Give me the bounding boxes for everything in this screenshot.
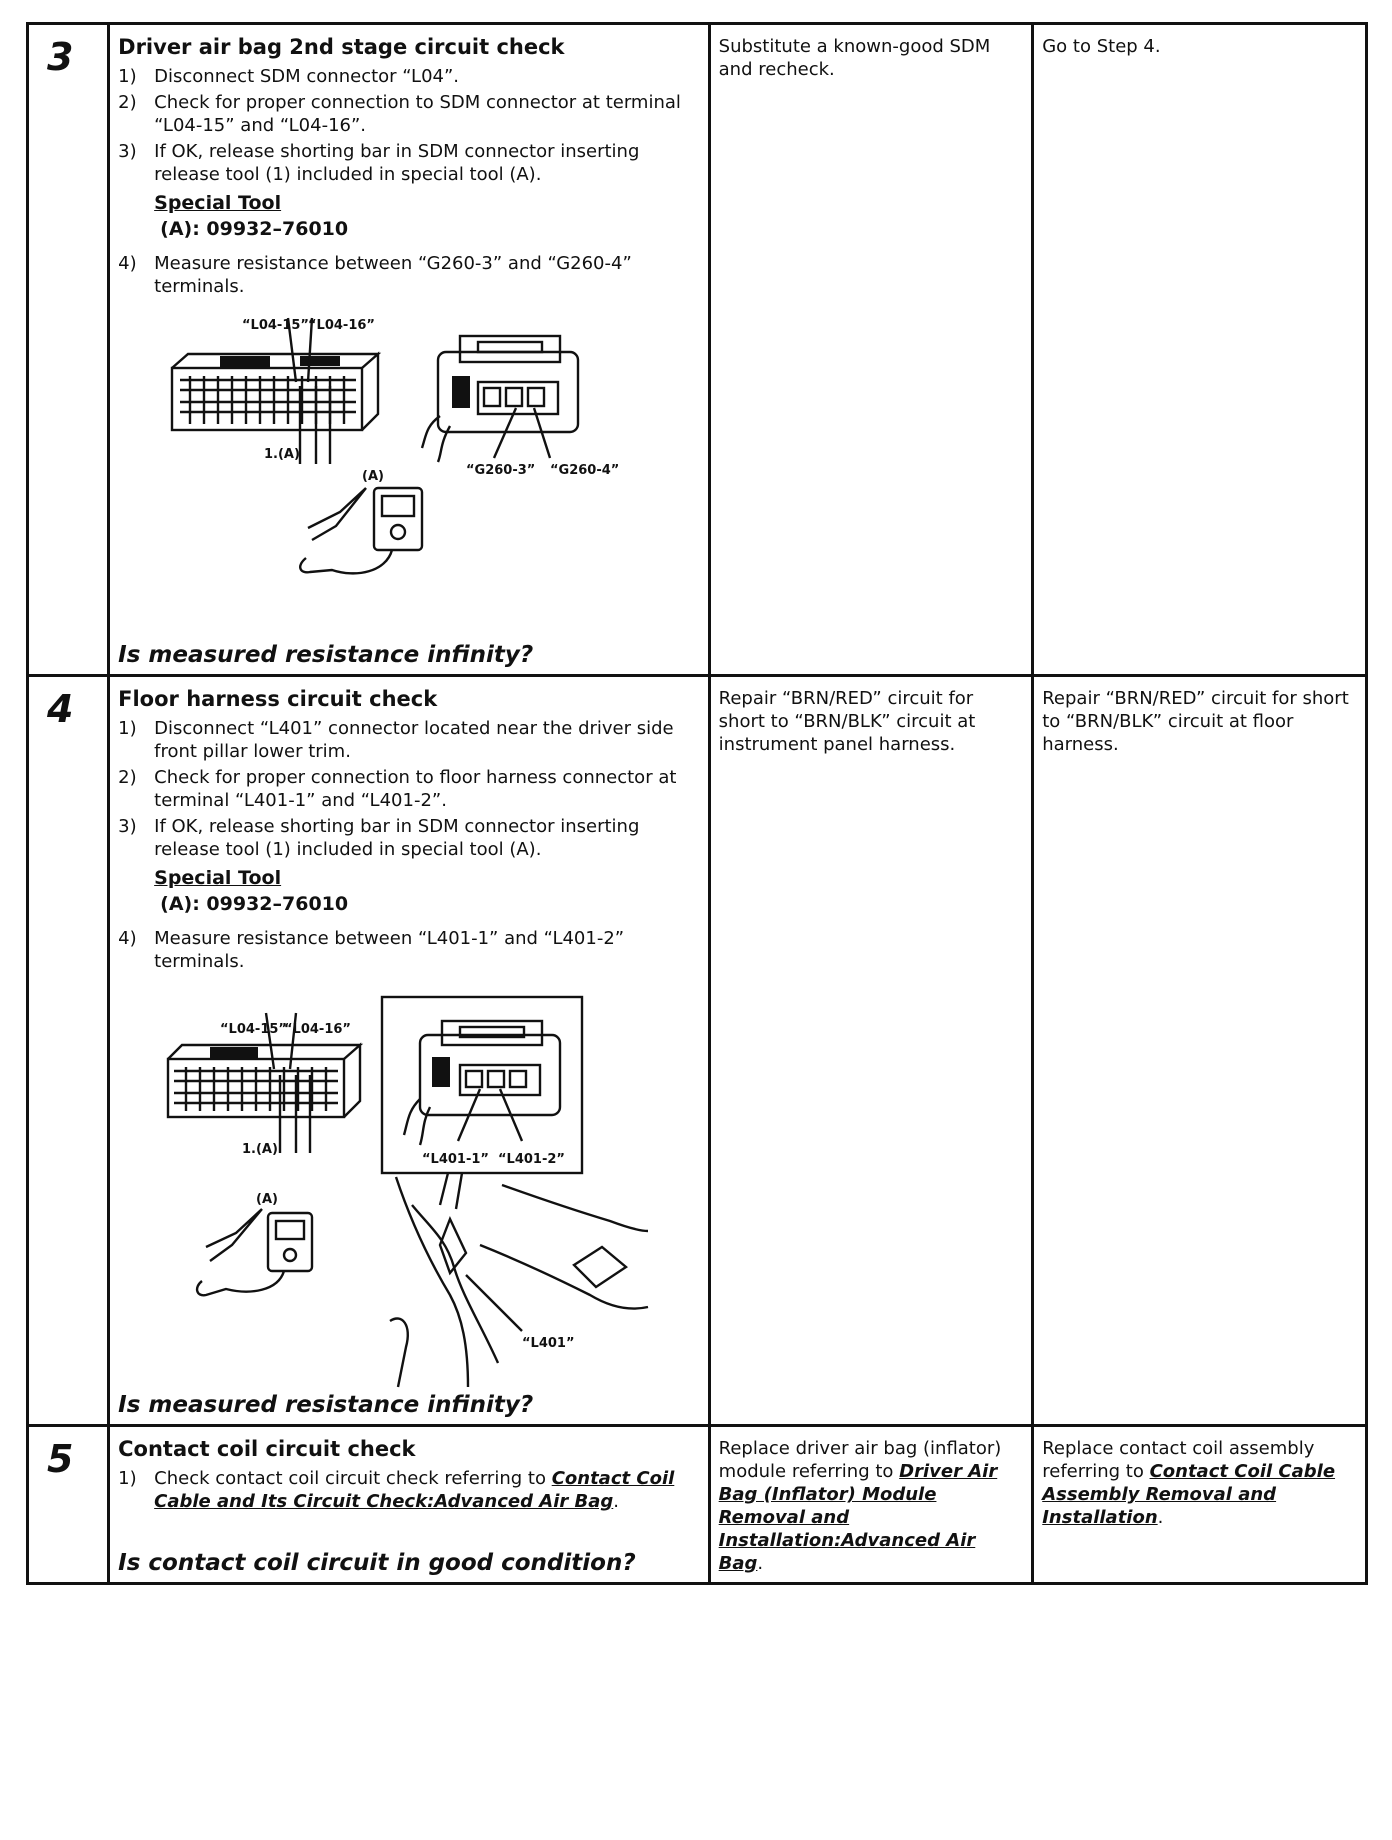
list-item <box>118 766 708 812</box>
connector-measurement-diagram <box>160 316 630 586</box>
list-item <box>118 1467 708 1513</box>
item-text: Disconnect “L401” connector located near the driver side front pillar lower trim. <box>154 718 674 762</box>
step-number: 4 <box>47 687 74 731</box>
yes-result-cell <box>709 676 1033 1426</box>
step-content-cell <box>109 1426 710 1584</box>
item-text <box>154 1467 708 1513</box>
table-row-step-3 <box>28 24 1367 676</box>
yes-result-text: Replace driver air bag (inflator) module referring to <box>718 1438 1002 1482</box>
yes-result: Substitute a known-good SDM and recheck. <box>718 36 991 80</box>
contact-coil-check-link[interactable]: Contact Coil Cable and Its Circuit Check:Advanced Air Bag <box>154 1468 675 1512</box>
figure-label: (A) <box>256 1192 279 1207</box>
step-number: 5 <box>47 1437 74 1481</box>
step-number-cell <box>28 24 109 676</box>
item-text-lead: Check contact coil circuit check referring to <box>154 1468 552 1489</box>
list-item <box>118 140 708 186</box>
driver-air-bag-removal-link[interactable]: Driver Air Bag (Inflator) Module Removal and Installation:Advanced Air Bag <box>718 1461 998 1574</box>
figure-label: “L401” <box>522 1336 575 1351</box>
step-content-cell <box>109 24 710 676</box>
item-number: 1) <box>118 1468 137 1489</box>
troubleshooting-table <box>26 22 1368 1585</box>
sdm-connector-illustration <box>172 318 378 464</box>
item-number: 2) <box>118 767 137 788</box>
multimeter-illustration <box>197 1209 312 1295</box>
list-item <box>118 91 708 137</box>
l401-connector-inset <box>382 997 582 1173</box>
figure-label: “L04-16” <box>308 318 376 333</box>
contact-coil-removal-link[interactable]: Contact Coil Cable Assembly Removal and Installation <box>1042 1461 1336 1528</box>
item-text-suffix: . <box>613 1491 619 1512</box>
step-question: Is measured resistance infinity? <box>118 642 534 668</box>
item-number: 1) <box>118 718 137 739</box>
step-title: Floor harness circuit check <box>118 687 438 711</box>
special-tool-heading: Special Tool <box>154 192 282 214</box>
figure-label: 1.(A) <box>242 1142 279 1157</box>
yes-result-cell <box>709 24 1033 676</box>
no-result: Go to Step 4. <box>1042 36 1161 57</box>
figure-label: “L04-15” <box>220 1022 288 1037</box>
yes-result <box>711 1427 1032 1575</box>
no-result-cell <box>1033 24 1367 676</box>
item-number: 4) <box>118 253 137 274</box>
yes-result-suffix: . <box>757 1553 764 1574</box>
instruction-list <box>118 65 708 186</box>
item-number: 4) <box>118 928 137 949</box>
table-row-step-5 <box>28 1426 1367 1584</box>
item-text: If OK, release shorting bar in SDM connector inserting release tool (1) included in special tool (A). <box>154 816 640 860</box>
figure-label: “L04-16” <box>284 1022 352 1037</box>
yes-result: Repair “BRN/RED” circuit for short to “BRN/BLK” circuit at instrument panel harness. <box>718 688 976 755</box>
item-text: Measure resistance between “G260-3” and “G260-4” terminals. <box>154 253 632 297</box>
no-result-cell <box>1033 1426 1367 1584</box>
list-item <box>118 252 708 298</box>
figure-label: “G260-3” <box>466 463 536 478</box>
item-text: Check for proper connection to floor harness connector at terminal “L401-1” and “L401-2”. <box>154 767 677 811</box>
item-number: 3) <box>118 141 137 162</box>
no-result-cell <box>1033 676 1367 1426</box>
step-number-cell <box>28 1426 109 1584</box>
step-number-cell <box>28 676 109 1426</box>
no-result-text: Replace contact coil assembly referring to <box>1042 1438 1315 1482</box>
item-text: If OK, release shorting bar in SDM connector inserting release tool (1) included in special tool (A). <box>154 141 640 185</box>
instruction-list <box>118 927 708 973</box>
step-number: 3 <box>47 35 74 79</box>
instruction-list <box>118 252 708 298</box>
figure-label: “L401-1” <box>422 1152 490 1167</box>
special-tool-heading: Special Tool <box>154 867 282 889</box>
instruction-list <box>118 1467 708 1513</box>
item-number: 2) <box>118 92 137 113</box>
special-tool-value: (A): 09932–76010 <box>160 893 349 915</box>
multimeter-illustration <box>300 488 422 573</box>
list-item <box>118 65 708 88</box>
list-item <box>118 717 708 763</box>
g260-connector-illustration <box>422 336 578 462</box>
yes-result-cell <box>709 1426 1033 1584</box>
step-title: Driver air bag 2nd stage circuit check <box>118 35 565 59</box>
step-content-cell <box>109 676 710 1426</box>
no-result-suffix: . <box>1157 1507 1164 1528</box>
table-row-step-4 <box>28 676 1367 1426</box>
item-text: Check for proper connection to SDM connector at terminal “L04-15” and “L04-16”. <box>154 92 681 136</box>
step-title: Contact coil circuit check <box>118 1437 416 1461</box>
no-result <box>1034 1427 1365 1529</box>
figure-label: 1.(A) <box>264 447 301 462</box>
list-item <box>118 927 708 973</box>
no-result: Repair “BRN/RED” circuit for short to “BRN/BLK” circuit at floor harness. <box>1042 688 1349 755</box>
item-number: 1) <box>118 66 137 87</box>
connector-measurement-diagram <box>150 995 650 1395</box>
item-number: 3) <box>118 816 137 837</box>
figure-label: “L04-15” <box>242 318 310 333</box>
figure-label: “G260-4” <box>550 463 620 478</box>
instruction-list <box>118 717 708 861</box>
item-text: Disconnect SDM connector “L04”. <box>154 66 460 87</box>
pillar-trim-illustration <box>390 1173 648 1387</box>
special-tool-value: (A): 09932–76010 <box>160 218 349 240</box>
item-text: Measure resistance between “L401-1” and “L401-2” terminals. <box>154 928 625 972</box>
step-question: Is measured resistance infinity? <box>118 1392 534 1418</box>
list-item <box>118 815 708 861</box>
figure-label: (A) <box>362 469 385 484</box>
step-question: Is contact coil circuit in good condition? <box>118 1550 636 1576</box>
figure-label: “L401-2” <box>498 1152 566 1167</box>
